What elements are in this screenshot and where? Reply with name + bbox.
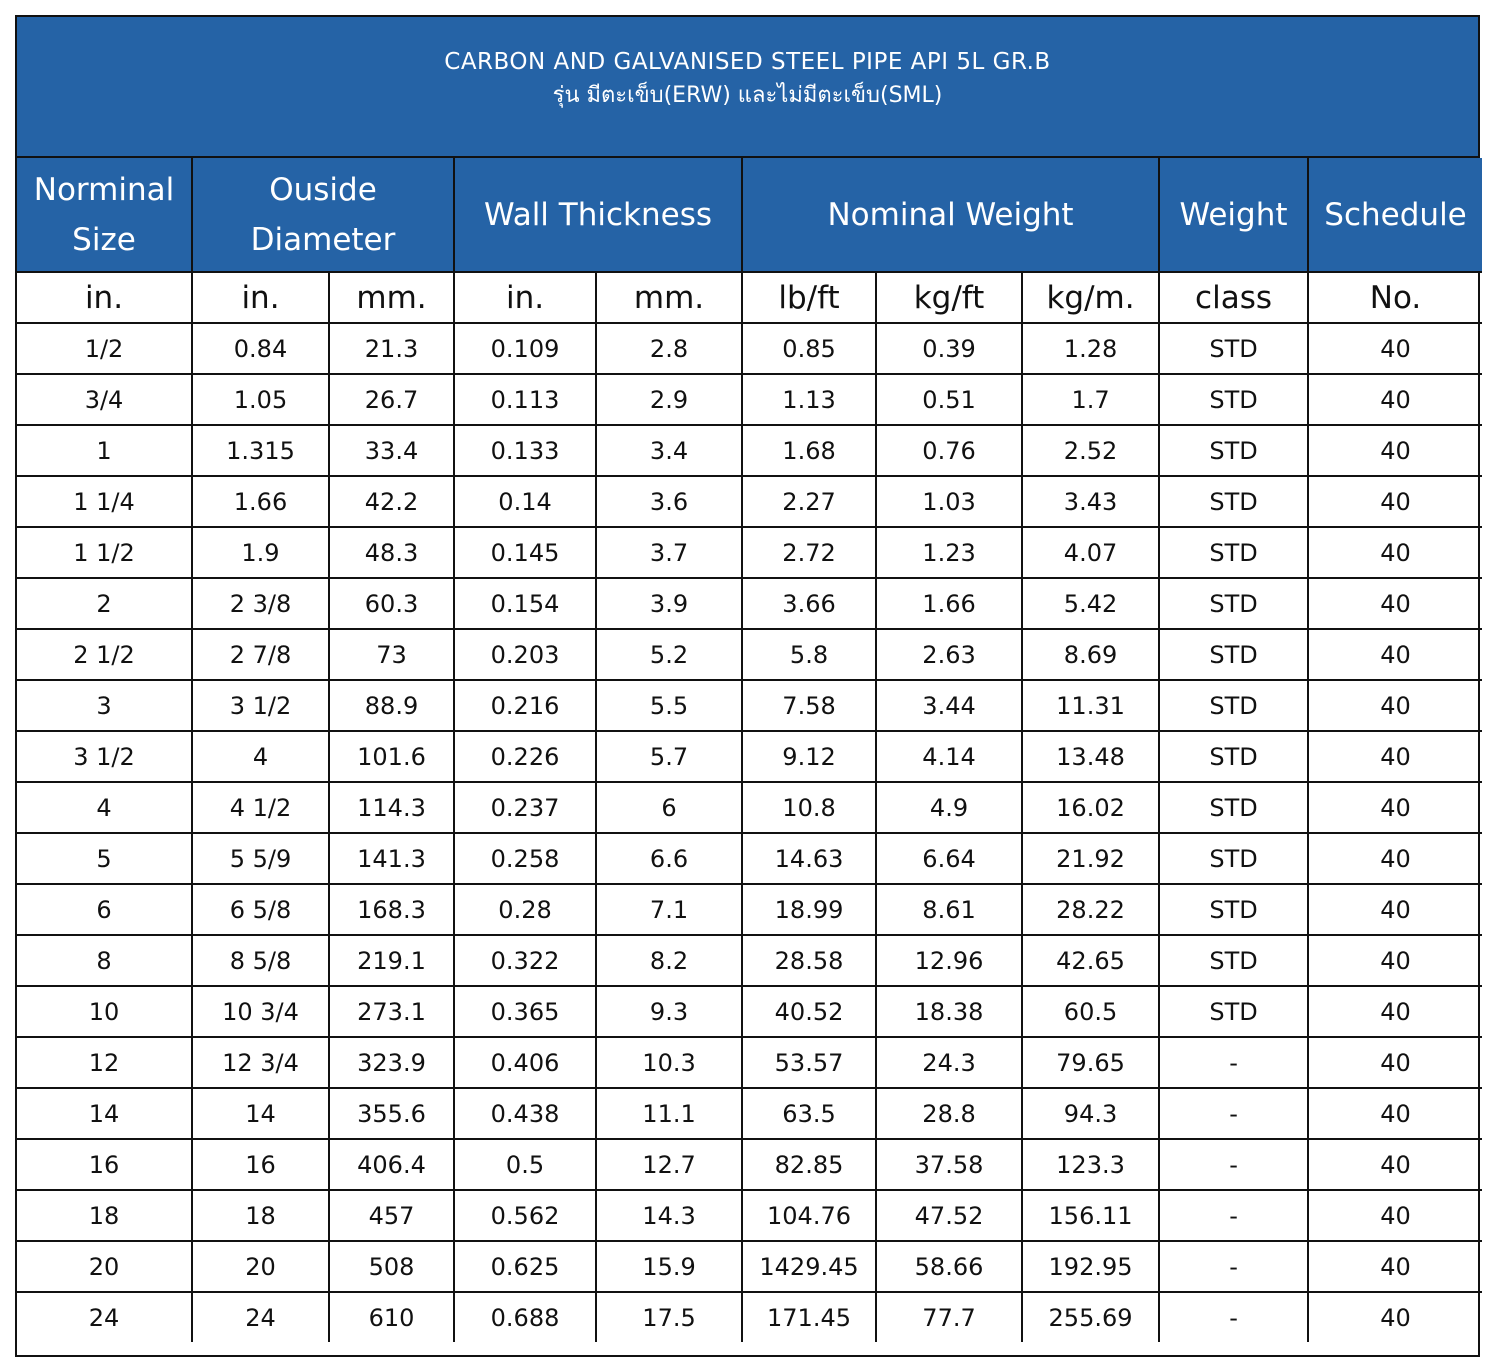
cell-wall-mm: 9.3 [596,986,742,1037]
cell-weight-class: STD [1159,629,1308,680]
header-outside-diameter [192,158,454,272]
cell-od-mm: 26.7 [329,374,454,425]
cell-weight-class: STD [1159,935,1308,986]
table-row [17,1088,1482,1139]
cell-nominal-size: 2 1/2 [17,629,192,680]
cell-od-in: 1.05 [192,374,329,425]
header-schedule: Schedule [1308,158,1482,272]
cell-weight-kgft: 37.58 [876,1139,1022,1190]
table-row [17,323,1482,374]
cell-weight-kgft: 58.66 [876,1241,1022,1292]
cell-wall-in: 0.145 [454,527,596,578]
cell-wall-mm: 7.1 [596,884,742,935]
cell-od-in: 6 5/8 [192,884,329,935]
cell-weight-lbft: 28.58 [742,935,876,986]
cell-weight-lbft: 2.72 [742,527,876,578]
cell-od-mm: 219.1 [329,935,454,986]
spec-table-frame [15,15,1480,1357]
cell-wall-mm: 11.1 [596,1088,742,1139]
cell-weight-class: - [1159,1241,1308,1292]
cell-weight-class: STD [1159,986,1308,1037]
cell-weight-kgm: 255.69 [1022,1292,1159,1342]
cell-od-in: 16 [192,1139,329,1190]
cell-weight-kgm: 13.48 [1022,731,1159,782]
cell-weight-lbft: 1429.45 [742,1241,876,1292]
cell-nominal-size: 6 [17,884,192,935]
cell-schedule-no: 40 [1308,374,1482,425]
cell-nominal-size: 1 1/2 [17,527,192,578]
cell-nominal-size: 18 [17,1190,192,1241]
cell-weight-kgft: 47.52 [876,1190,1022,1241]
cell-weight-kgft: 0.76 [876,425,1022,476]
cell-wall-in: 0.237 [454,782,596,833]
cell-nominal-size: 12 [17,1037,192,1088]
cell-od-in: 10 3/4 [192,986,329,1037]
cell-weight-kgft: 8.61 [876,884,1022,935]
cell-wall-mm: 14.3 [596,1190,742,1241]
cell-nominal-size: 5 [17,833,192,884]
cell-weight-class: STD [1159,578,1308,629]
cell-weight-class: STD [1159,323,1308,374]
header-weight: Weight [1159,158,1308,272]
table-body [17,323,1482,1342]
cell-od-in: 0.84 [192,323,329,374]
cell-nominal-size: 3 [17,680,192,731]
cell-od-mm: 88.9 [329,680,454,731]
cell-wall-mm: 3.4 [596,425,742,476]
cell-weight-class: - [1159,1292,1308,1342]
cell-wall-in: 0.14 [454,476,596,527]
table-row [17,1292,1482,1342]
cell-od-mm: 406.4 [329,1139,454,1190]
cell-weight-class: STD [1159,731,1308,782]
cell-wall-mm: 2.9 [596,374,742,425]
cell-wall-in: 0.688 [454,1292,596,1342]
table-row [17,629,1482,680]
cell-wall-in: 0.226 [454,731,596,782]
cell-wall-in: 0.625 [454,1241,596,1292]
cell-weight-kgft: 0.51 [876,374,1022,425]
cell-weight-lbft: 171.45 [742,1292,876,1342]
cell-schedule-no: 40 [1308,884,1482,935]
cell-weight-kgm: 1.28 [1022,323,1159,374]
cell-od-mm: 33.4 [329,425,454,476]
cell-nominal-size: 3 1/2 [17,731,192,782]
table-subtitle: รุ่น มีตะเข็บ(ERW) และไม่มีตะเข็บ(SML) [552,83,943,108]
cell-schedule-no: 40 [1308,1241,1482,1292]
cell-weight-kgm: 79.65 [1022,1037,1159,1088]
header-nominal-weight: Nominal Weight [742,158,1159,272]
cell-weight-class: STD [1159,833,1308,884]
cell-od-in: 4 [192,731,329,782]
cell-schedule-no: 40 [1308,1292,1482,1342]
cell-od-mm: 60.3 [329,578,454,629]
cell-nominal-size: 1 [17,425,192,476]
cell-weight-class: STD [1159,782,1308,833]
cell-od-mm: 610 [329,1292,454,1342]
cell-wall-mm: 2.8 [596,323,742,374]
cell-weight-lbft: 82.85 [742,1139,876,1190]
unit-cell: kg/ft [876,272,1022,323]
cell-nominal-size: 16 [17,1139,192,1190]
unit-cell: mm. [329,272,454,323]
cell-weight-kgft: 1.23 [876,527,1022,578]
cell-wall-in: 0.216 [454,680,596,731]
cell-weight-lbft: 3.66 [742,578,876,629]
cell-od-mm: 168.3 [329,884,454,935]
cell-weight-kgm: 16.02 [1022,782,1159,833]
cell-weight-kgft: 1.03 [876,476,1022,527]
cell-weight-class: STD [1159,476,1308,527]
cell-wall-mm: 5.2 [596,629,742,680]
cell-od-in: 3 1/2 [192,680,329,731]
cell-weight-kgm: 192.95 [1022,1241,1159,1292]
unit-cell: lb/ft [742,272,876,323]
cell-weight-kgm: 2.52 [1022,425,1159,476]
cell-weight-kgm: 60.5 [1022,986,1159,1037]
cell-od-mm: 323.9 [329,1037,454,1088]
cell-weight-kgm: 28.22 [1022,884,1159,935]
cell-wall-mm: 3.6 [596,476,742,527]
cell-weight-kgm: 8.69 [1022,629,1159,680]
cell-nominal-size: 2 [17,578,192,629]
unit-cell: in. [192,272,329,323]
cell-od-in: 20 [192,1241,329,1292]
cell-weight-kgft: 4.9 [876,782,1022,833]
cell-od-in: 1.66 [192,476,329,527]
cell-weight-lbft: 0.85 [742,323,876,374]
cell-nominal-size: 14 [17,1088,192,1139]
cell-weight-class: - [1159,1037,1308,1088]
cell-wall-in: 0.203 [454,629,596,680]
header-nominal-size [17,158,192,272]
cell-weight-kgm: 94.3 [1022,1088,1159,1139]
header-row [17,158,1482,272]
cell-od-in: 5 5/9 [192,833,329,884]
table-row [17,884,1482,935]
table-row [17,680,1482,731]
table-row [17,1241,1482,1292]
cell-weight-kgft: 12.96 [876,935,1022,986]
cell-weight-lbft: 53.57 [742,1037,876,1088]
table-row [17,374,1482,425]
cell-weight-class: - [1159,1139,1308,1190]
cell-schedule-no: 40 [1308,629,1482,680]
cell-wall-mm: 3.7 [596,527,742,578]
units-row [17,272,1482,323]
cell-od-in: 2 7/8 [192,629,329,680]
cell-weight-kgm: 1.7 [1022,374,1159,425]
cell-weight-class: - [1159,1088,1308,1139]
header-wall-thickness: Wall Thickness [454,158,742,272]
cell-nominal-size: 3/4 [17,374,192,425]
cell-od-in: 2 3/8 [192,578,329,629]
cell-schedule-no: 40 [1308,578,1482,629]
cell-weight-kgm: 123.3 [1022,1139,1159,1190]
cell-od-in: 1.315 [192,425,329,476]
cell-weight-class: STD [1159,527,1308,578]
cell-weight-kgft: 0.39 [876,323,1022,374]
cell-schedule-no: 40 [1308,527,1482,578]
cell-schedule-no: 40 [1308,323,1482,374]
cell-nominal-size: 10 [17,986,192,1037]
unit-cell: No. [1308,272,1482,323]
cell-wall-in: 0.113 [454,374,596,425]
cell-nominal-size: 20 [17,1241,192,1292]
cell-weight-lbft: 63.5 [742,1088,876,1139]
cell-wall-mm: 12.7 [596,1139,742,1190]
cell-od-mm: 508 [329,1241,454,1292]
cell-weight-lbft: 7.58 [742,680,876,731]
cell-wall-mm: 15.9 [596,1241,742,1292]
cell-nominal-size: 24 [17,1292,192,1342]
cell-weight-kgm: 156.11 [1022,1190,1159,1241]
cell-nominal-size: 8 [17,935,192,986]
cell-wall-in: 0.406 [454,1037,596,1088]
cell-nominal-size: 1/2 [17,323,192,374]
cell-wall-in: 0.109 [454,323,596,374]
cell-weight-class: STD [1159,425,1308,476]
cell-weight-class: - [1159,1190,1308,1241]
cell-weight-lbft: 2.27 [742,476,876,527]
cell-wall-mm: 6.6 [596,833,742,884]
cell-wall-mm: 10.3 [596,1037,742,1088]
table-row [17,1037,1482,1088]
table-row [17,425,1482,476]
cell-schedule-no: 40 [1308,1037,1482,1088]
cell-od-in: 24 [192,1292,329,1342]
cell-wall-in: 0.5 [454,1139,596,1190]
cell-weight-class: STD [1159,884,1308,935]
cell-schedule-no: 40 [1308,935,1482,986]
cell-od-in: 1.9 [192,527,329,578]
cell-weight-kgm: 5.42 [1022,578,1159,629]
cell-schedule-no: 40 [1308,1190,1482,1241]
cell-od-mm: 141.3 [329,833,454,884]
cell-wall-in: 0.28 [454,884,596,935]
cell-wall-in: 0.322 [454,935,596,986]
cell-weight-lbft: 104.76 [742,1190,876,1241]
cell-od-mm: 457 [329,1190,454,1241]
cell-od-mm: 355.6 [329,1088,454,1139]
header-outside-diameter-label: Ouside Diameter [250,171,396,258]
table-row [17,578,1482,629]
cell-weight-kgft: 2.63 [876,629,1022,680]
cell-schedule-no: 40 [1308,1088,1482,1139]
cell-wall-mm: 17.5 [596,1292,742,1342]
table-row [17,731,1482,782]
cell-od-mm: 42.2 [329,476,454,527]
table-row [17,1190,1482,1241]
cell-od-mm: 273.1 [329,986,454,1037]
cell-od-in: 8 5/8 [192,935,329,986]
cell-weight-kgft: 77.7 [876,1292,1022,1342]
unit-cell: class [1159,272,1308,323]
cell-weight-lbft: 9.12 [742,731,876,782]
table-row [17,1139,1482,1190]
cell-weight-lbft: 10.8 [742,782,876,833]
cell-weight-class: STD [1159,374,1308,425]
cell-wall-mm: 6 [596,782,742,833]
unit-cell: mm. [596,272,742,323]
cell-schedule-no: 40 [1308,833,1482,884]
cell-nominal-size: 4 [17,782,192,833]
table-row [17,476,1482,527]
table-title: CARBON AND GALVANISED STEEL PIPE API 5L GR.B [444,49,1051,75]
cell-schedule-no: 40 [1308,986,1482,1037]
cell-wall-in: 0.258 [454,833,596,884]
cell-schedule-no: 40 [1308,1139,1482,1190]
cell-od-in: 18 [192,1190,329,1241]
cell-schedule-no: 40 [1308,425,1482,476]
title-band [17,17,1478,158]
cell-wall-in: 0.133 [454,425,596,476]
table-row [17,935,1482,986]
cell-wall-in: 0.562 [454,1190,596,1241]
cell-wall-in: 0.154 [454,578,596,629]
cell-wall-in: 0.438 [454,1088,596,1139]
cell-weight-kgm: 42.65 [1022,935,1159,986]
cell-od-mm: 21.3 [329,323,454,374]
cell-weight-lbft: 1.13 [742,374,876,425]
cell-weight-kgft: 24.3 [876,1037,1022,1088]
cell-weight-kgft: 4.14 [876,731,1022,782]
cell-weight-kgm: 4.07 [1022,527,1159,578]
cell-od-in: 4 1/2 [192,782,329,833]
cell-od-in: 12 3/4 [192,1037,329,1088]
cell-weight-lbft: 14.63 [742,833,876,884]
cell-nominal-size: 1 1/4 [17,476,192,527]
cell-weight-kgft: 28.8 [876,1088,1022,1139]
cell-schedule-no: 40 [1308,782,1482,833]
cell-weight-lbft: 40.52 [742,986,876,1037]
cell-weight-lbft: 18.99 [742,884,876,935]
cell-weight-class: STD [1159,680,1308,731]
cell-schedule-no: 40 [1308,476,1482,527]
cell-weight-kgft: 1.66 [876,578,1022,629]
cell-weight-kgft: 3.44 [876,680,1022,731]
header-nominal-size-label: Norminal Size [33,171,175,258]
cell-od-mm: 101.6 [329,731,454,782]
cell-wall-mm: 5.5 [596,680,742,731]
cell-wall-in: 0.365 [454,986,596,1037]
table-row [17,986,1482,1037]
cell-weight-kgm: 11.31 [1022,680,1159,731]
cell-weight-lbft: 5.8 [742,629,876,680]
cell-weight-lbft: 1.68 [742,425,876,476]
cell-schedule-no: 40 [1308,680,1482,731]
cell-wall-mm: 8.2 [596,935,742,986]
cell-weight-kgm: 3.43 [1022,476,1159,527]
cell-weight-kgft: 18.38 [876,986,1022,1037]
unit-cell: kg/m. [1022,272,1159,323]
cell-schedule-no: 40 [1308,731,1482,782]
table-row [17,833,1482,884]
pipe-spec-table [17,158,1482,1342]
cell-od-mm: 73 [329,629,454,680]
table-row [17,782,1482,833]
unit-cell: in. [17,272,192,323]
unit-cell: in. [454,272,596,323]
table-row [17,527,1482,578]
cell-weight-kgft: 6.64 [876,833,1022,884]
cell-wall-mm: 5.7 [596,731,742,782]
cell-wall-mm: 3.9 [596,578,742,629]
cell-od-mm: 48.3 [329,527,454,578]
cell-od-in: 14 [192,1088,329,1139]
cell-od-mm: 114.3 [329,782,454,833]
cell-weight-kgm: 21.92 [1022,833,1159,884]
